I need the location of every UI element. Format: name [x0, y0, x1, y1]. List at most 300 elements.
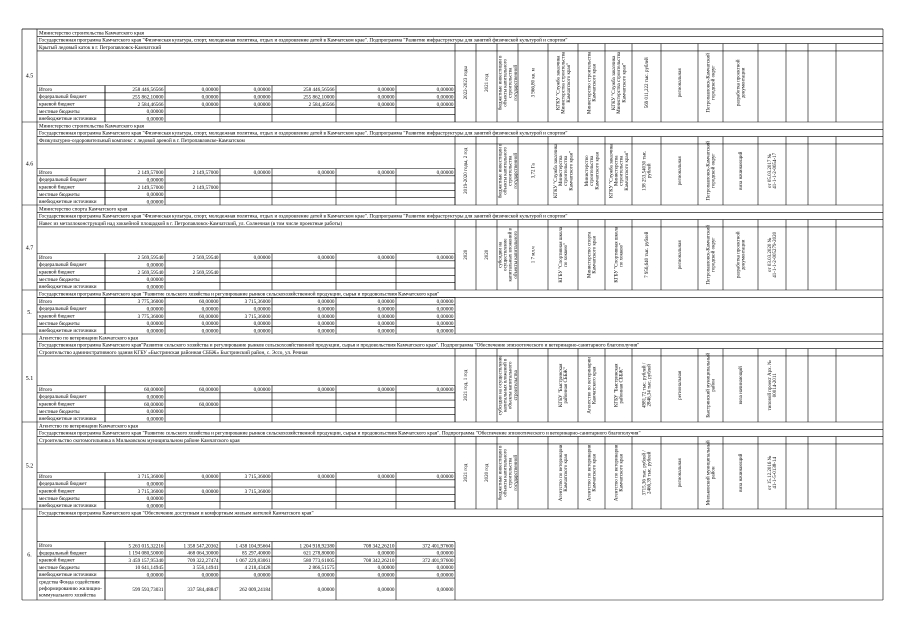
value-cell: 0,00000: [317, 306, 335, 313]
attribute-cell: [532, 246, 537, 263]
value-cell: 0,00000: [253, 321, 271, 328]
attribute-line: объекты капитального: [503, 146, 509, 195]
attribute-cell: [464, 66, 469, 100]
attribute-line: виза начинающий: [739, 366, 745, 405]
section-header-title: Министерство строительства Камчатского края: [39, 30, 144, 37]
attribute-line: по хоккею": [564, 242, 570, 267]
attribute-line: Камчатского края: [564, 454, 570, 492]
value-cell: 0,00000: [436, 572, 454, 579]
row-label: внебюджетные источники: [39, 284, 97, 291]
value-cell: 0,00000: [436, 387, 454, 394]
value-cell: 60,00000: [199, 401, 219, 408]
value-cell: 0,00000: [377, 565, 395, 572]
value-cell: 3 556,14941: [192, 565, 219, 572]
attribute-line: 2020: [464, 249, 470, 260]
attribute-line: городской округ: [711, 237, 717, 273]
value-cell: 0,00000: [201, 474, 219, 481]
value-cell: 708 342,26210: [363, 543, 395, 550]
value-cell: 0,00000: [436, 474, 454, 481]
attribute-line: 41-1-5-0138-14: [773, 456, 779, 489]
attribute-line: Камчатского края": [624, 151, 630, 191]
attribute-line: КГКУ "Служба заказчика: [556, 55, 562, 110]
row-label: краевой бюджет: [39, 184, 75, 191]
attribute-cell: [532, 67, 537, 97]
attribute-line: Петропавловск-Камчатский: [706, 141, 712, 201]
section-number: 4.5: [25, 73, 34, 80]
value-cell: 0,00000: [146, 192, 164, 199]
attribute-cell: [737, 231, 747, 278]
attribute-line: Министерства строительства: [617, 51, 623, 114]
attribute-line: объекты капитального: [503, 58, 509, 107]
value-cell: 2 149,57000: [137, 170, 164, 177]
value-cell: 3 715,36000: [137, 474, 164, 481]
attribute-line: Министерство: [584, 155, 590, 187]
value-cell: 60,00000: [144, 401, 164, 408]
value-cell: 262 009,24184: [239, 587, 271, 594]
value-cell: 0,00000: [201, 101, 219, 108]
value-cell: 468 064,30000: [187, 550, 219, 557]
attribute-line: 2021 год: [485, 73, 491, 92]
attribute-line: район: [711, 466, 717, 480]
attribute-line: КГБУ "Спортивная школа: [614, 227, 620, 283]
row-label: федеральный бюджет: [39, 550, 87, 557]
value-cell: 0,00000: [377, 321, 395, 328]
value-cell: 1 438 104,95664: [235, 543, 271, 550]
attribute-cell: [615, 226, 625, 282]
value-cell: 0,00000: [377, 101, 395, 108]
value-cell: 0,00000: [436, 255, 454, 262]
attribute-cell: [464, 249, 469, 259]
section-header-title: Государственная программа Камчатского края "Развитие сельского хозяйства и регулирование рынков сельскохозяйственной продукции, сырья и продовольствия Камчатского края": [39, 291, 440, 298]
value-cell: 0,00000: [253, 87, 271, 94]
attribute-line: Камчатского края: [595, 152, 601, 190]
value-cell: 0,00000: [146, 321, 164, 328]
row-label: краевой бюджет: [39, 401, 75, 408]
section-4-6: [22, 122, 883, 205]
attribute-cell: [615, 444, 625, 501]
attribute-line: строительства: [508, 457, 514, 488]
section-5-2: [22, 422, 883, 509]
row-label: краевой бюджет: [39, 313, 75, 320]
program-title: Государственная программа Камчатского края"Развитие сельского хозяйства и регулирование рынков сельскохозяйственной продукции, сырья и продовольствия Камчатского края". Подпрограмма "Обеспечение эпизоотического и ветеринарно-санитарного благополучия": [39, 342, 640, 349]
row-label: внебюджетные источники: [39, 328, 97, 335]
value-cell: 0,00000: [317, 587, 335, 594]
attribute-line: строительства: [590, 155, 596, 186]
value-cell: 2 149,57000: [137, 184, 164, 191]
attribute-line: 2019-2020 годы, 2 год: [464, 147, 470, 194]
attribute-line: 4981,72 тыс. рублей /: [642, 362, 648, 408]
attribute-line: государственной: [513, 454, 519, 491]
attribute-line: строительства: [508, 155, 514, 186]
value-cell: 0,00000: [317, 572, 335, 579]
attribute-line: Агентство по ветеринарии: [559, 444, 564, 502]
attribute-line: 00014-2011: [773, 373, 779, 398]
value-cell: 0,00000: [377, 94, 395, 101]
attribute-line: городской округ: [711, 153, 717, 189]
value-cell: 10 641,14945: [134, 565, 164, 572]
value-cell: 0,00000: [146, 262, 164, 269]
value-cell: 0,00000: [201, 572, 219, 579]
attribute-line: государственной: [513, 152, 519, 189]
attribute-line: КГБУ "Быстринская: [614, 363, 620, 408]
attribute-cell: [678, 458, 683, 488]
row-label: федеральный бюджет: [39, 481, 87, 488]
value-cell: 2 569,59540: [137, 269, 164, 276]
value-cell: 1 067 229,83061: [235, 557, 271, 564]
attribute-line: документации: [741, 239, 747, 270]
program-title: Государственная программа Камчатского края "Физическая культура, спорт, молодежная политика, отдых и оздоровление детей в Камчатском крае". Подпрограмма "Развитие инфраструктуры для занятий физической культурой и спортом": [39, 213, 568, 220]
value-cell: 0,00000: [317, 328, 335, 335]
value-cell: 0,00000: [201, 488, 219, 495]
attribute-line: от 05.03.2017 №: [768, 153, 773, 188]
section-header-title: Министерство спорта Камчатского края: [39, 206, 128, 213]
section-number: 6.: [27, 552, 32, 559]
value-cell: 3 715,36000: [244, 488, 271, 495]
attribute-cell: [678, 68, 683, 98]
value-cell: 0,00000: [436, 306, 454, 313]
attribute-line: Камчатского края: [592, 64, 598, 102]
attribute-line: осуществление: [503, 238, 509, 272]
section-6: [22, 509, 883, 600]
value-cell: 0,00000: [436, 587, 454, 594]
attribute-line: 2846,34 тыс. рублей: [647, 364, 653, 407]
attribute-line: 7 956,640 тыс. рублей: [645, 231, 651, 278]
attribute-cell: [588, 444, 598, 501]
section-number: 4.6: [25, 161, 34, 168]
attribute-cell: [767, 455, 778, 490]
value-cell: 0,00000: [436, 328, 454, 335]
attribute-line: типовой проект Арх. №: [768, 360, 773, 411]
value-cell: 0,00000: [377, 313, 395, 320]
value-cell: 258 446,56566: [132, 87, 164, 94]
value-cell: 0,00000: [377, 572, 395, 579]
attribute-line: разработка проектной: [736, 231, 742, 279]
value-cell: 0,00000: [146, 284, 164, 291]
attribute-line: Камчатского края: [592, 236, 598, 274]
attribute-cell: [554, 143, 575, 198]
value-cell: 1 204 918,92380: [299, 543, 335, 550]
value-cell: 0,00000: [377, 587, 395, 594]
attribute-line: документации: [741, 67, 747, 98]
row-label: краевой бюджет: [39, 488, 75, 495]
attribute-line: Агентство по ветеринарии: [587, 444, 593, 502]
value-cell: 0,00000: [146, 109, 164, 116]
attribute-line: Камчатского края": [569, 151, 575, 191]
section-5-1: [22, 334, 883, 422]
row-label: краевой бюджет: [39, 269, 75, 276]
attribute-line: Министерство спорта: [587, 231, 593, 278]
attribute-line: строительства: [508, 67, 514, 98]
attribute-cell: [767, 360, 778, 411]
attribute-line: 2021 год: [464, 463, 470, 482]
row-label: федеральный бюджет: [39, 394, 87, 401]
attribute-line: Камчатского края: [619, 454, 625, 492]
value-cell: 3 775,36000: [137, 313, 164, 320]
attribute-line: региональная: [678, 68, 684, 98]
value-cell: 0,00000: [201, 306, 219, 313]
value-cell: 709 322,27474: [187, 557, 219, 564]
attribute-cell: [739, 453, 744, 492]
value-cell: 0,00000: [146, 199, 164, 206]
attribute-line: 41-1-1-2-005279-2020: [773, 231, 779, 278]
value-cell: 0,00000: [201, 328, 219, 335]
section-header-title: Министерство строительства Камчатского края: [39, 123, 144, 130]
attribute-line: городской округ: [711, 65, 717, 101]
attribute-line: объекты капитального: [503, 448, 509, 497]
value-cell: 0,00000: [377, 306, 395, 313]
value-cell: 0,00000: [253, 170, 271, 177]
row-label: Итого: [39, 169, 53, 176]
value-cell: 0,00000: [253, 94, 271, 101]
attribute-line: Камчатского края: [592, 366, 598, 405]
attribute-line: рублей: [647, 163, 653, 179]
row-label: Итого: [39, 386, 53, 393]
attribute-line: КГКУ "Служба заказчика: [611, 55, 617, 110]
attribute-line: Камчатского края": [566, 63, 572, 103]
attribute-cell: [485, 73, 490, 92]
value-cell: 0,00000: [146, 496, 164, 503]
value-cell: 60,00000: [199, 299, 219, 306]
row-label: внебюджетные источники: [39, 116, 97, 123]
row-label: внебюджетные источники: [39, 199, 97, 206]
attribute-line: КГБУ "Спортивная школа: [559, 227, 564, 283]
object-title: Физкультурно-оздоровительный комплекс с ледовой ареной в г. Петропавловске-Камчатском: [39, 138, 245, 144]
row-label: местные бюджеты: [39, 408, 80, 415]
attribute-line: капитальных вложений в: [508, 228, 514, 282]
attribute-line: региональная: [678, 156, 684, 186]
attribute-line: по хоккею": [619, 242, 625, 267]
value-cell: 0,00000: [146, 277, 164, 284]
value-cell: 0,00000: [146, 481, 164, 488]
attribute-line: 569 011,222 тыс. рублей: [645, 57, 651, 109]
row-label: внебюджетные источники: [39, 503, 97, 510]
attribute-cell: [498, 55, 519, 110]
value-cell: 0,00000: [436, 170, 454, 177]
attribute-cell: [464, 463, 469, 482]
attribute-cell: [739, 366, 744, 405]
attribute-line: 3,72 Га: [531, 163, 537, 179]
attribute-cell: [556, 51, 571, 114]
row-label: [39, 579, 102, 599]
attribute-line: 2020: [485, 249, 491, 260]
value-cell: 372 401,97600: [422, 543, 454, 550]
attribute-cell: [643, 450, 653, 496]
attribute-line: КГКУ "Служба заказчика: [609, 143, 615, 198]
value-cell: 0,00000: [377, 387, 395, 394]
section-number: 5.2: [25, 463, 34, 470]
attribute-line: государственной: [513, 64, 519, 101]
row-label: краевой бюджет: [39, 557, 75, 564]
attribute-line: 2021 год, 1 год: [464, 369, 470, 401]
attribute-line: Министерство строительства: [587, 51, 593, 114]
row-label: федеральный бюджет: [39, 306, 87, 313]
attribute-line: Камчатского края": [622, 63, 628, 103]
attribute-line: 3 966,80 кв. м: [531, 68, 537, 98]
value-cell: 2 866,51575: [308, 565, 335, 572]
attribute-line: районная СББЖ": [564, 367, 570, 404]
attribute-cell: [707, 353, 717, 418]
program-title: Государственная программа Камчатского края "Развитие сельского хозяйства и регулирование рынков сельскохозяйственной продукции, сырья и продовольствия Камчатского края". Подпрограмма "Обеспечение эпизоотического и ветеринарно-санитарного благополучия": [39, 430, 641, 437]
attribute-line: Агентство по ветеринарии: [614, 444, 620, 502]
section-number: 4.7: [25, 245, 34, 252]
value-cell: 0,00000: [146, 416, 164, 423]
section-5: [22, 290, 883, 334]
value-cell: 0,00000: [377, 328, 395, 335]
value-cell: 0,00000: [146, 394, 164, 401]
attribute-cell: [678, 156, 683, 186]
attribute-line: бюджетные инвестиции в: [498, 143, 504, 199]
attribute-line: Петропавловск-Камчатский: [706, 225, 712, 285]
value-cell: 5 263 015,32216: [128, 543, 164, 550]
value-cell: 0,00000: [253, 572, 271, 579]
attribute-line: Быстринский муниципальный: [706, 353, 712, 418]
attribute-cell: [485, 463, 490, 482]
section-number: 5.: [27, 310, 32, 316]
attribute-cell: [485, 249, 490, 259]
attribute-line: район: [711, 379, 717, 392]
value-cell: 372 401,97600: [422, 557, 454, 564]
attribute-cell: [645, 57, 650, 108]
attribute-line: от 03.03.2020 №: [768, 237, 773, 272]
attribute-cell: [767, 152, 778, 188]
value-cell: 0,00000: [377, 299, 395, 306]
value-cell: 0,00000: [377, 255, 395, 262]
row-label: внебюджетные источники: [39, 572, 97, 579]
attribute-cell: [612, 51, 627, 114]
value-cell: 3 715,36000: [244, 474, 271, 481]
value-cell: 255 862,10000: [132, 94, 164, 101]
value-cell: 621 278,80000: [303, 550, 335, 557]
attribute-line: 1 7 мл.ч: [531, 246, 537, 264]
attribute-line: разработка проектной: [736, 59, 742, 107]
attribute-cell: [588, 231, 598, 278]
value-cell: 0,00000: [436, 299, 454, 306]
value-cell: 0,00000: [377, 550, 395, 557]
value-cell: 0,00000: [377, 170, 395, 177]
attribute-cell: [678, 240, 683, 270]
attribute-line: 2020 год: [485, 463, 491, 482]
attribute-line: строительства: [564, 155, 570, 186]
attribute-cell: [559, 363, 569, 407]
row-label: местные бюджеты: [39, 564, 80, 571]
value-cell: 3 715,36000: [244, 299, 271, 306]
row-label: краевой бюджет: [39, 101, 75, 108]
attribute-cell: [643, 362, 653, 408]
section-4-5: [22, 29, 883, 122]
value-cell: 0,00000: [146, 572, 164, 579]
value-cell: 0,00000: [146, 503, 164, 510]
attribute-line: 2466,39 тыс. рублей: [647, 451, 653, 495]
object-title: Строительство скотомогильника в Мильковском муниципальном районе Камчатского края: [39, 438, 240, 444]
attribute-line: виза начинающий: [739, 151, 745, 190]
attribute-cell: [739, 151, 744, 190]
object-title: Строительство административного здания КГБУ «Быстринская районная СББЖ» Быстринский район, с. Эссо, ул. Речная: [39, 350, 308, 356]
attribute-cell: [737, 59, 747, 106]
row-label: местные бюджеты: [39, 495, 80, 502]
attribute-line: Министерства: [614, 155, 620, 187]
row-label: Итого: [39, 473, 53, 480]
attribute-line: виза начинающий: [739, 453, 745, 492]
value-cell: 0,00000: [317, 299, 335, 306]
section-header-title: Агентство по ветеринарии Камчатского края: [39, 423, 138, 430]
attribute-line: КГКУ "Служба заказчика: [553, 143, 559, 198]
value-cell: 0,00000: [317, 321, 335, 328]
section-header-title: Государственная программа Камчатского края "Обеспечение доступным и комфортным жильем жителей Камчатского края": [39, 510, 314, 517]
attribute-cell: [767, 231, 778, 277]
section-4-7: [22, 205, 883, 290]
attribute-line: от 15.12.2016 №: [768, 455, 773, 490]
object-title: Крытый ледовый каток в г. Петропавловск-Камчатский: [39, 45, 162, 51]
value-cell: 60,00000: [199, 313, 219, 320]
value-cell: 580 773,61005: [303, 557, 335, 564]
row-label-line: коммунального хозяйства: [39, 592, 96, 599]
value-cell: 0,00000: [436, 550, 454, 557]
value-cell: 0,00000: [317, 474, 335, 481]
value-cell: 1 358 547,20362: [183, 543, 219, 550]
attribute-line: Министерства строительства: [561, 51, 567, 114]
attribute-cell: [498, 355, 519, 416]
value-cell: 0,00000: [317, 313, 335, 320]
value-cell: 0,00000: [317, 255, 335, 262]
attribute-cell: [615, 363, 625, 407]
attribute-line: КГБУ "Быстринская: [559, 363, 564, 408]
row-label: внебюджетные источники: [39, 416, 97, 423]
value-cell: 258 446,56566: [303, 87, 335, 94]
value-cell: 0,00000: [201, 87, 219, 94]
value-cell: 3 459 157,95340: [128, 557, 164, 564]
attribute-line: строительства: [619, 155, 625, 186]
attribute-cell: [464, 369, 469, 401]
attribute-line: Камчатского края: [592, 454, 598, 492]
value-cell: 2 569,59540: [192, 255, 219, 262]
attribute-cell: [707, 225, 717, 285]
value-cell: 0,00000: [253, 328, 271, 335]
value-cell: 0,00000: [436, 101, 454, 108]
value-cell: 599 593,73031: [132, 587, 164, 594]
program-title: Государственная программа Камчатского края "Физическая культура, спорт, молодежная политика, отдых и оздоровление детей в Камчатском крае". Подпрограмма "Развитие инфраструктуры для занятий физической культурой и спортом": [39, 37, 568, 44]
value-cell: 337 584,48847: [187, 587, 219, 594]
value-cell: 60,00000: [199, 387, 219, 394]
value-cell: 2 149,57000: [192, 184, 219, 191]
row-label: федеральный бюджет: [39, 94, 87, 101]
attribute-line: Петропавловск-Камчатский: [706, 53, 712, 113]
value-cell: 2 584,46566: [137, 101, 164, 108]
value-cell: 2 569,59540: [192, 269, 219, 276]
row-label: местные бюджеты: [39, 276, 80, 283]
value-cell: 0,00000: [253, 101, 271, 108]
section-number: 5.1: [25, 376, 34, 382]
attribute-cell: [643, 151, 653, 191]
value-cell: 0,00000: [436, 313, 454, 320]
value-cell: 60,00000: [144, 387, 164, 394]
value-cell: 0,00000: [317, 387, 335, 394]
value-cell: 255 862,10000: [303, 94, 335, 101]
attribute-cell: [588, 51, 598, 114]
attribute-cell: [707, 53, 717, 113]
attribute-line: 2022-2023 годы: [464, 66, 470, 100]
value-cell: 0,00000: [146, 177, 164, 184]
row-label-line: средства Фонда содействия: [39, 579, 100, 586]
attribute-line: бюджетные инвестиции в: [498, 55, 504, 111]
attribute-cell: [588, 357, 598, 414]
value-cell: 0,00000: [253, 255, 271, 262]
attribute-line: бюджетные инвестиции в: [498, 445, 504, 501]
attribute-line: районная СББЖ": [619, 367, 625, 404]
value-cell: 0,00000: [253, 306, 271, 313]
attribute-line: региональная: [678, 240, 684, 270]
attribute-line: 41-1-1-2-0654-17: [773, 152, 779, 189]
attribute-line: субсидии на: [498, 241, 504, 268]
